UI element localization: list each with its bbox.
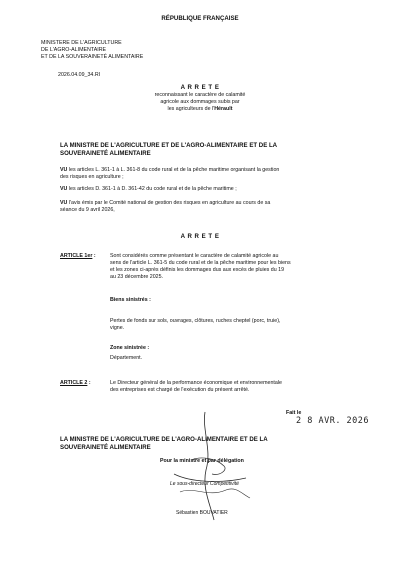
article-1-line-2: sens de l'article L. 361-5 du code rural et de la pêche maritime pour les biens xyxy=(110,260,291,266)
biens-line-2: vigne. xyxy=(110,325,125,331)
document-title: A R R E T E xyxy=(180,84,220,91)
title-department: Hérault xyxy=(214,106,233,112)
reference-number: 2026.04.09_34.RI xyxy=(58,72,101,78)
ministry-line-1: MINISTERE DE L'AGRICULTURE xyxy=(41,40,122,46)
visa-3 xyxy=(60,200,270,206)
handwritten-title: Le sous-directeur Compétitivité xyxy=(170,481,239,487)
authority-line-1: LA MINISTRE DE L'AGRICULTURE ET DE L'AGRO-ALIMENTAIRE ET DE LA xyxy=(60,142,278,149)
fait-le-label: Fait le xyxy=(286,410,302,416)
visa-1-line-2: des risques en agriculture ; xyxy=(60,174,124,180)
article-1-line-1: Sont considérés comme présentant le caractère de calamité agricole au xyxy=(110,253,279,259)
visa-1-line-1: les articles L. 361-1 à L. 361-8 du code rural et de la pêche maritime organisant la gestion xyxy=(68,167,280,173)
title-line-3 xyxy=(100,106,300,112)
ministry-line-2: DE L'AGRO-ALIMENTAIRE xyxy=(41,47,107,53)
delegation-line: Pour la ministre et par délégation xyxy=(160,458,244,464)
biens-line-1: Pertes de fonds sur sols, ouvrages, clôtures, ruches cheptel (porc, truie), xyxy=(110,318,281,324)
ministry-line-3: ET DE LA SOUVERAINETÉ ALIMENTAIRE xyxy=(41,54,144,60)
zone-value: Département. xyxy=(110,355,143,361)
signatory-name: Sébastien BOUVATIER xyxy=(176,510,228,516)
authority-line-2: SOUVERAINETÉ ALIMENTAIRE xyxy=(60,150,151,157)
visa-3-line-1: l'avis émis par le Comité national de gestion des risques en agriculture au cours de sa xyxy=(68,200,271,206)
article-1-line-4: au 23 décembre 2025. xyxy=(110,274,164,280)
article-1-label-wrap xyxy=(60,253,96,259)
article-2-line-1: Le Directeur général de la performance économique et environnementale xyxy=(110,380,282,386)
visa-2-prefix: VU xyxy=(60,186,68,192)
republic-heading: RÉPUBLIQUE FRANÇAISE xyxy=(161,15,239,22)
signature-authority-line-2: SOUVERAINETÉ ALIMENTAIRE xyxy=(60,444,151,451)
title-line-1: reconnaissant le caractère de calamité xyxy=(154,92,246,98)
signature-scribble-icon xyxy=(150,400,270,540)
article-1-colon: : xyxy=(93,253,96,259)
visa-1-prefix: VU xyxy=(60,167,68,173)
visa-3-line-2: séance du 9 avril 2026, xyxy=(60,207,115,213)
visa-2 xyxy=(60,186,237,192)
article-2-label-wrap xyxy=(60,380,91,386)
article-1-label: ARTICLE 1er xyxy=(60,253,93,259)
arrete-heading: A R R E T E xyxy=(180,233,220,240)
biens-title: Biens sinistrés : xyxy=(110,297,151,303)
zone-title: Zone sinistrée : xyxy=(110,345,150,351)
title-line-2: agricole aux dommages subis par xyxy=(160,99,240,105)
article-1-line-3: et les zones ci-après définis les dommages dus aux excès de pluies du 19 xyxy=(110,267,285,273)
visa-3-prefix: VU xyxy=(60,200,68,206)
date-stamp: 2 8 AVR. 2026 xyxy=(296,416,370,426)
article-2-colon: : xyxy=(88,380,91,386)
article-2-line-2: des entreprises est chargé de l'exécution du présent arrêté. xyxy=(110,387,250,393)
article-2-label: ARTICLE 2 xyxy=(60,380,88,386)
visa-2-line-1: les articles D. 361-1 à D. 361-42 du code rural et de la pêche maritime ; xyxy=(68,186,237,192)
visa-1 xyxy=(60,167,279,173)
title-line-3-prefix: les agriculteurs de l' xyxy=(167,106,215,112)
signature-authority-line-1: LA MINISTRE DE L'AGRICULTURE DE L'AGRO-ALIMENTAIRE ET DE LA xyxy=(60,436,268,443)
